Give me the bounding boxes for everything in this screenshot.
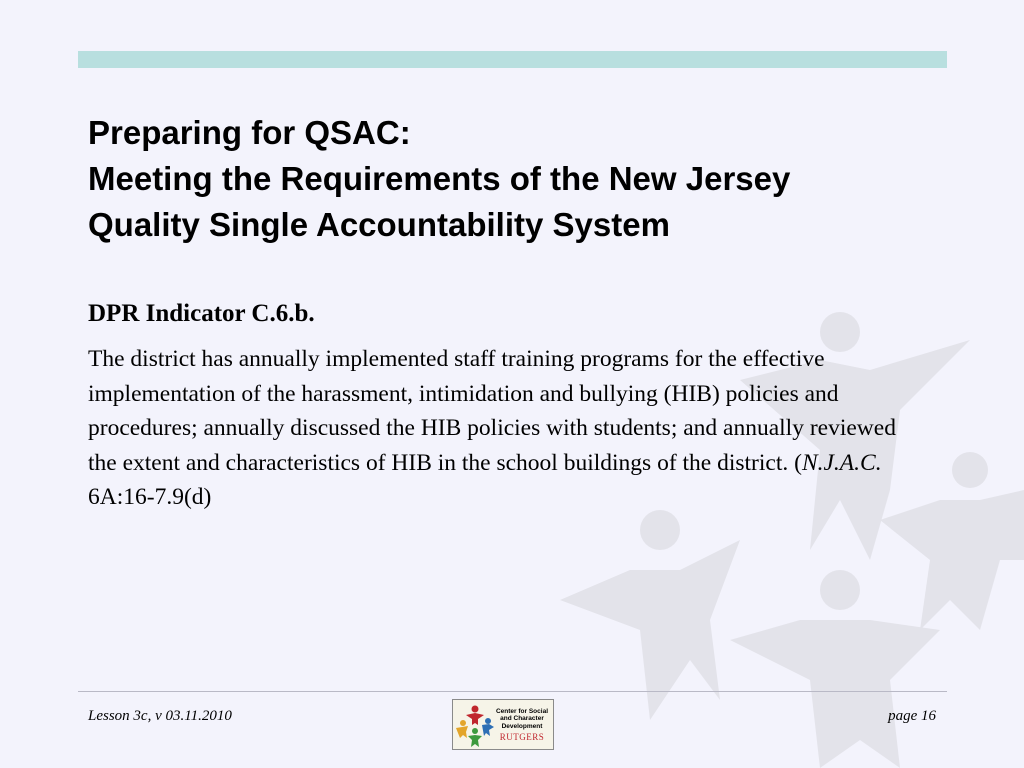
footer-page-number: page 16 xyxy=(888,708,936,724)
slide-title xyxy=(88,110,968,248)
cscd-rutgers-logo xyxy=(452,699,554,750)
body-paragraph xyxy=(88,342,928,515)
body-citation-rest: 6A:16-7.9(d) xyxy=(88,484,212,510)
logo-people-icon xyxy=(456,703,494,747)
title-line-2: Meeting the Requirements of the New Jersey xyxy=(88,160,791,197)
logo-line-2: and Character xyxy=(500,715,544,722)
body-main-text: The district has annually implemented staff training programs for the effective implementation of the harassment, intimidation and bullying (HIB) policies and procedures; annually discussed the HIB policies with students; and annually reviewed the extent and characteristics of HIB in the school buildings of the district. ( xyxy=(88,346,896,476)
footer-divider xyxy=(78,691,947,692)
title-line-1: Preparing for QSAC: xyxy=(88,114,411,151)
logo-rutgers: RUTGERS xyxy=(499,732,545,742)
footer-lesson-label: Lesson 3c, v 03.11.2010 xyxy=(88,708,232,724)
indicator-heading: DPR Indicator C.6.b. xyxy=(88,300,315,327)
body-citation: N.J.A.C. xyxy=(801,449,882,476)
logo-line-1: Center for Social xyxy=(495,707,548,715)
logo-text xyxy=(494,708,550,742)
top-accent-bar xyxy=(78,51,947,68)
title-line-3: Quality Single Accountability System xyxy=(88,206,670,243)
logo-line-3: Development xyxy=(501,722,543,730)
